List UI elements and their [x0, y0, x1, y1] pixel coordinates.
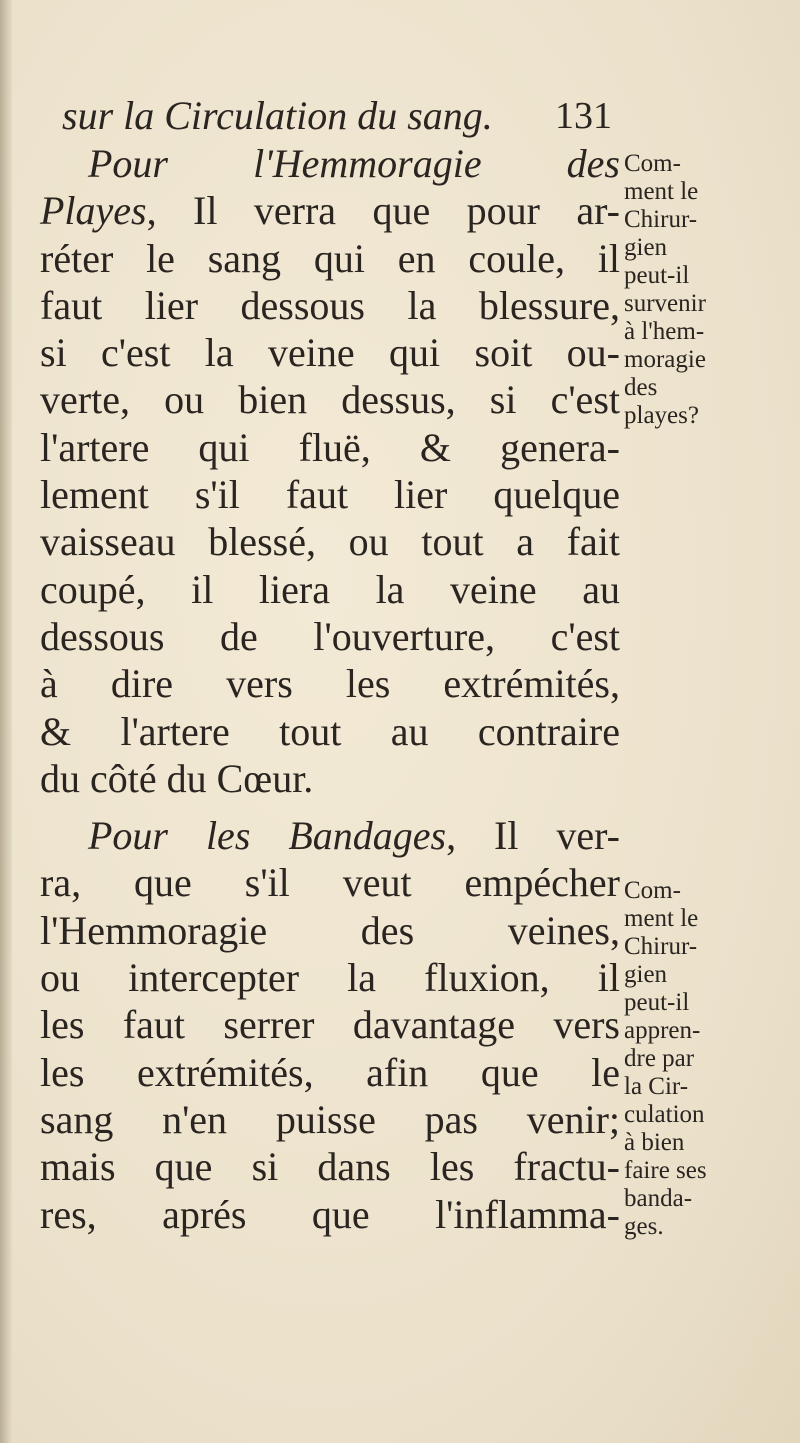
margin-note-line: des [624, 374, 658, 401]
text-line [40, 954, 620, 1001]
margin-note-line: playes? [624, 402, 699, 429]
text-segment: Pour les Bandages [88, 813, 447, 859]
running-title: sur la Circulation du sang. [62, 93, 493, 138]
text-line [40, 518, 620, 565]
text-line [40, 235, 620, 282]
text-segment: Playes [40, 188, 147, 234]
margin-note-line: faire ses [624, 1157, 707, 1184]
margin-note-line: dre par [624, 1045, 695, 1072]
margin-note-line: Chirur- [624, 206, 698, 233]
text-line [40, 812, 620, 859]
text-segment: verte, ou bien dessus, si c'est [40, 377, 620, 423]
text-segment: lement s'il faut lier quelque [40, 472, 620, 518]
paragraph-gap [40, 802, 620, 812]
text-line [40, 376, 620, 423]
text-segment: si c'est la veine qui soit ou- [40, 330, 620, 376]
text-line [40, 282, 620, 329]
running-header [62, 92, 612, 142]
text-line [40, 329, 620, 376]
text-line [40, 1001, 620, 1048]
text-segment: res, aprés que l'inflamma- [40, 1191, 620, 1237]
margin-note-line: à bien [624, 1129, 685, 1156]
margin-note-line: gien [624, 234, 668, 261]
text-segment: dessous de l'ouverture, c'est [40, 613, 620, 659]
text-segment: l'Hemmoragie des veines, [40, 907, 620, 953]
text-segment: ra, que s'il veut empécher [40, 860, 620, 906]
margin-note-line: peut-il [624, 989, 690, 1016]
text-line [40, 708, 620, 755]
text-line [40, 471, 620, 518]
margin-note-line: Chirur- [624, 933, 698, 960]
text-line [40, 859, 620, 906]
text-segment: les extrémités, afin que le [40, 1049, 620, 1095]
margin-note-line: la Cir- [624, 1073, 689, 1100]
margin-note-line: gien [624, 961, 668, 988]
text-segment: ou intercepter la fluxion, il [40, 955, 620, 1001]
margin-note-line: moragie [624, 346, 706, 373]
text-line [40, 613, 620, 660]
margin-note-line: ment le [624, 178, 699, 205]
text-segment: Pour l'Hemmoragie des [88, 141, 620, 186]
text-line [40, 1096, 620, 1143]
text-segment: à dire vers les extrémités, [40, 661, 620, 707]
text-line [40, 1143, 620, 1190]
text-line [40, 660, 620, 707]
text-line [40, 424, 620, 471]
margin-note-line: ment le [624, 905, 699, 932]
text-line [40, 1049, 620, 1096]
text-segment: réter le sang qui en coule, il [40, 235, 620, 281]
margin-note-line: Com- [624, 877, 681, 904]
paragraph [40, 812, 620, 1238]
page-number: 131 [555, 95, 612, 137]
text-line [40, 187, 620, 234]
margin-note-line: banda- [624, 1185, 693, 1212]
margin-note-line: à l'hem- [624, 318, 705, 345]
margin-note-1 [624, 150, 769, 430]
text-line [40, 907, 620, 954]
text-segment: vaisseau blessé, ou tout a fait [40, 519, 620, 565]
text-segment: l'artere qui fluë, & genera- [40, 424, 620, 470]
text-segment: sang n'en puisse pas venir; [40, 1096, 620, 1142]
text-line [40, 755, 620, 802]
text-segment: les faut serrer davantage vers [40, 1002, 620, 1048]
margin-note-line: culation [624, 1101, 705, 1128]
text-segment: mais que si dans les fractu- [40, 1144, 620, 1190]
page-spine-edge [0, 0, 12, 1443]
margin-note-line: survenir [624, 290, 706, 317]
text-segment: coupé, il liera la veine au [40, 566, 620, 612]
text-segment: , Il ver- [446, 813, 620, 859]
text-segment: du côté du Cœur. [40, 755, 314, 801]
margin-note-line: Com- [624, 150, 681, 177]
paragraph [40, 140, 620, 802]
margin-note-2 [624, 877, 769, 1241]
body-text [40, 140, 620, 1238]
text-segment: faut lier dessous la blessure, [40, 282, 620, 328]
text-line [40, 1191, 620, 1238]
text-line [40, 566, 620, 613]
margin-note-line: peut-il [624, 262, 690, 289]
text-segment: & l'artere tout au contraire [40, 708, 620, 754]
margin-note-line: appren- [624, 1017, 701, 1044]
text-line [40, 140, 620, 187]
text-segment: , Il verra que pour ar- [146, 188, 620, 234]
margin-note-line: ges. [624, 1213, 664, 1240]
